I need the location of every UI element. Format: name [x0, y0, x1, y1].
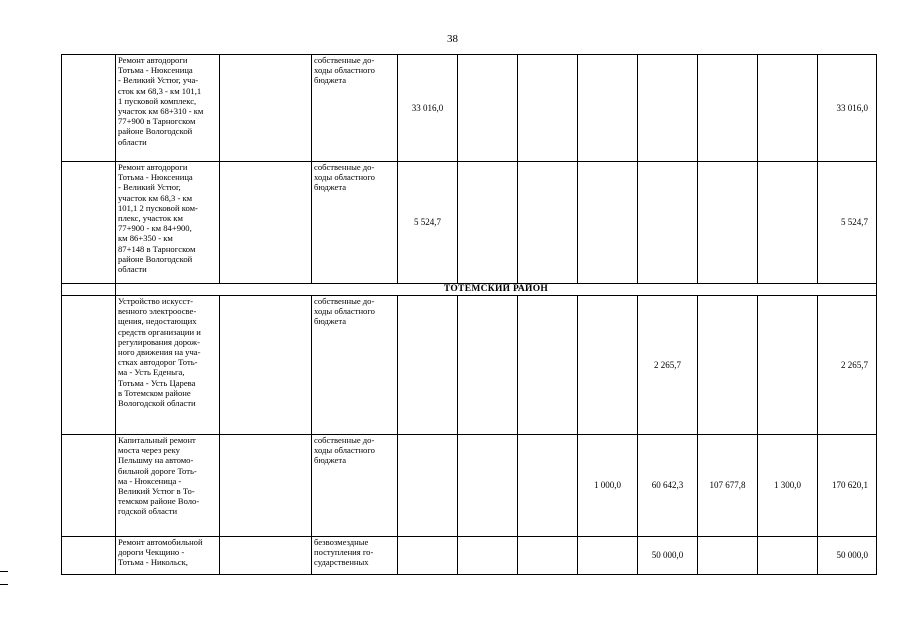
object-name-cell: Ремонт автодороги Тотьма - Нюксеница - Великий Устюг, участок км 68,3 - км 101,1 2 пусковой ком- плекс, участок км 77+900 - км 84+900, км 86+350 - км 87+148 в Тарногском районе Вологодской области: [116, 162, 220, 284]
total-cell: 2 265,7: [818, 296, 877, 435]
section-row: [62, 284, 877, 296]
value-cell: 60 642,3: [638, 435, 698, 537]
value-cell: [518, 162, 578, 284]
funding-source-cell: собственные до- ходы областного бюджета: [312, 296, 398, 435]
value-cell: [398, 537, 458, 575]
value-cell: [518, 435, 578, 537]
value-cell: [578, 55, 638, 162]
margin-mark: [0, 584, 8, 585]
value-cell: [398, 296, 458, 435]
value-cell: [698, 55, 758, 162]
empty-cell: [220, 435, 312, 537]
object-name-cell: Устройство искусст- венного электроосве- щения, недостающих средств организации и регулирования дорож- ного движения на уча- стках автодорог Тоть- ма - Усть Еденьга, Тотьма - Усть Царева в Тотемском районе Вологодской области: [116, 296, 220, 435]
table-cell: [62, 162, 116, 284]
value-cell: [758, 55, 818, 162]
table-cell: [62, 537, 116, 575]
value-cell: 2 265,7: [638, 296, 698, 435]
value-cell: 1 000,0: [578, 435, 638, 537]
value-cell: [758, 537, 818, 575]
value-cell: [458, 537, 518, 575]
value-cell: [518, 55, 578, 162]
value-cell: [638, 162, 698, 284]
empty-cell: [220, 296, 312, 435]
table-row: [62, 296, 877, 435]
value-cell: 107 677,8: [698, 435, 758, 537]
table-row: [62, 537, 877, 575]
value-cell: 5 524,7: [398, 162, 458, 284]
funding-source-cell: собственные до- ходы областного бюджета: [312, 162, 398, 284]
table-row: [62, 55, 877, 162]
funding-source-cell: собственные до- ходы областного бюджета: [312, 55, 398, 162]
budget-table: [61, 54, 877, 575]
value-cell: [698, 162, 758, 284]
table-cell: [62, 55, 116, 162]
value-cell: [698, 296, 758, 435]
value-cell: [578, 537, 638, 575]
value-cell: [698, 537, 758, 575]
empty-cell: [220, 537, 312, 575]
funding-source-cell: собственные до- ходы областного бюджета: [312, 435, 398, 537]
funding-source-cell: безвозмездные поступления го- сударственных: [312, 537, 398, 575]
table-row: [62, 162, 877, 284]
value-cell: [758, 162, 818, 284]
value-cell: [458, 162, 518, 284]
value-cell: [518, 296, 578, 435]
value-cell: [458, 55, 518, 162]
value-cell: 1 300,0: [758, 435, 818, 537]
object-name-cell: Ремонт автодороги Тотьма - Нюксеница - Великий Устюг, уча- сток км 68,3 - км 101,1 1 пусковой комплекс, участок км 68+310 - км 77+900 в Тарногском районе Вологодской области: [116, 55, 220, 162]
value-cell: [578, 296, 638, 435]
value-cell: [578, 162, 638, 284]
value-cell: [758, 296, 818, 435]
table-cell: [62, 296, 116, 435]
value-cell: 33 016,0: [398, 55, 458, 162]
total-cell: 170 620,1: [818, 435, 877, 537]
value-cell: [458, 435, 518, 537]
value-cell: [398, 435, 458, 537]
margin-mark: [0, 571, 8, 572]
page-number: 38: [447, 33, 458, 45]
empty-cell: [220, 55, 312, 162]
object-name-cell: Капитальный ремонт моста через реку Пельшму на автомо- бильной дороге Тоть- ма - Нюксеница - Великий Устюг в То- темском районе Воло- годской области: [116, 435, 220, 537]
table-cell: [62, 284, 116, 296]
total-cell: 50 000,0: [818, 537, 877, 575]
value-cell: 50 000,0: [638, 537, 698, 575]
total-cell: 5 524,7: [818, 162, 877, 284]
value-cell: [638, 55, 698, 162]
value-cell: [458, 296, 518, 435]
empty-cell: [220, 162, 312, 284]
table-cell: [62, 435, 116, 537]
section-title: ТОТЕМСКИЙ РАЙОН: [116, 284, 877, 296]
value-cell: [518, 537, 578, 575]
total-cell: 33 016,0: [818, 55, 877, 162]
table-row: [62, 435, 877, 537]
object-name-cell: Ремонт автомобильной дороги Чекщино - Тотьма - Никольск,: [116, 537, 220, 575]
